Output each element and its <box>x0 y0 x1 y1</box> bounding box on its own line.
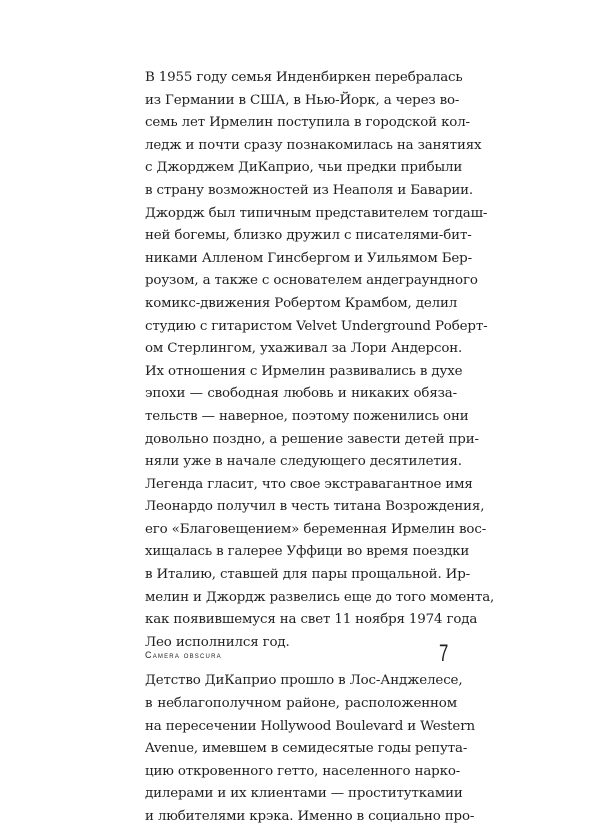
text-line: дилерами и их клиентами — проституткамии <box>145 786 463 802</box>
text-line: цию откровенного гетто, населенного нарко- <box>145 763 461 779</box>
text-line: довольно поздно, а решение завести детей при- <box>145 431 479 447</box>
text-line: Детство ДиКаприо прошло в Лос-Анджелесе, <box>145 673 463 689</box>
text-line: студию с гитаристом Velvet Underground Роберт- <box>145 318 488 334</box>
text-line: ледж и почти сразу познакомилась на занятиях <box>145 137 482 153</box>
text-line: с Джорджем ДиКаприо, чьи предки прибыли <box>145 160 463 176</box>
text-line: Avenue, имевшем в семидесятые годы репута- <box>145 741 468 757</box>
text-line: ом Стерлингом, ухаживал за Лори Андерсон. <box>145 341 463 357</box>
text-line: в Италию, ставшей для пары прощальной. Ир- <box>145 567 470 583</box>
text-line: Джордж был типичным представителем тогдаш- <box>145 205 488 221</box>
text-line: В 1955 году семья Инденбиркен перебралась <box>145 70 463 85</box>
text-line: ней богемы, близко дружил с писателями-бит- <box>145 228 472 244</box>
page-number: 7 <box>439 640 449 667</box>
text-line: и любителями крэка. Именно в социально про- <box>145 809 475 824</box>
book-page-text <box>145 67 495 829</box>
text-line: Лео исполнился год. <box>145 634 290 650</box>
text-line: семь лет Ирмелин поступила в городской кол- <box>145 115 470 131</box>
text-line: в неблагополучном районе, расположенном <box>145 696 457 712</box>
paragraph-1 <box>145 67 495 654</box>
text-line: Легенда гласит, что свое экстравагантное имя <box>145 476 473 492</box>
text-line: тельств — наверное, поэтому поженились они <box>145 408 469 424</box>
text-line: роузом, а также с основателем андеграундного <box>145 273 478 289</box>
text-line: мелин и Джордж развелись еще до того момента, <box>145 589 495 605</box>
text-line: Леонардо получил в честь титана Возрождения, <box>145 499 485 515</box>
text-line: его «Благовещением» беременная Ирмелин вос- <box>145 521 487 537</box>
text-line: в страну возможностей из Неаполя и Баварии. <box>145 182 474 198</box>
text-line: эпохи — свободная любовь и никаких обяза- <box>145 386 457 402</box>
text-line: Их отношения с Ирмелин развивались в духе <box>145 363 463 379</box>
text-line: на пересечении Hollywood Boulevard и Western <box>145 718 475 734</box>
text-line: никами Алленом Гинсбергом и Уильямом Бер- <box>145 250 472 266</box>
text-line: как появившемуся на свет 11 ноября 1974 года <box>145 612 478 628</box>
publisher-footer: Camera obscura <box>145 650 222 660</box>
text-line: хищалась в галерее Уффици во время поездки <box>145 544 470 560</box>
text-line: няли уже в начале следующего десятилетия. <box>145 454 462 470</box>
text-line: комикс-движения Робертом Крамбом, делил <box>145 295 458 311</box>
text-line: из Германии в США, в Нью-Йорк, а через во- <box>145 92 460 108</box>
